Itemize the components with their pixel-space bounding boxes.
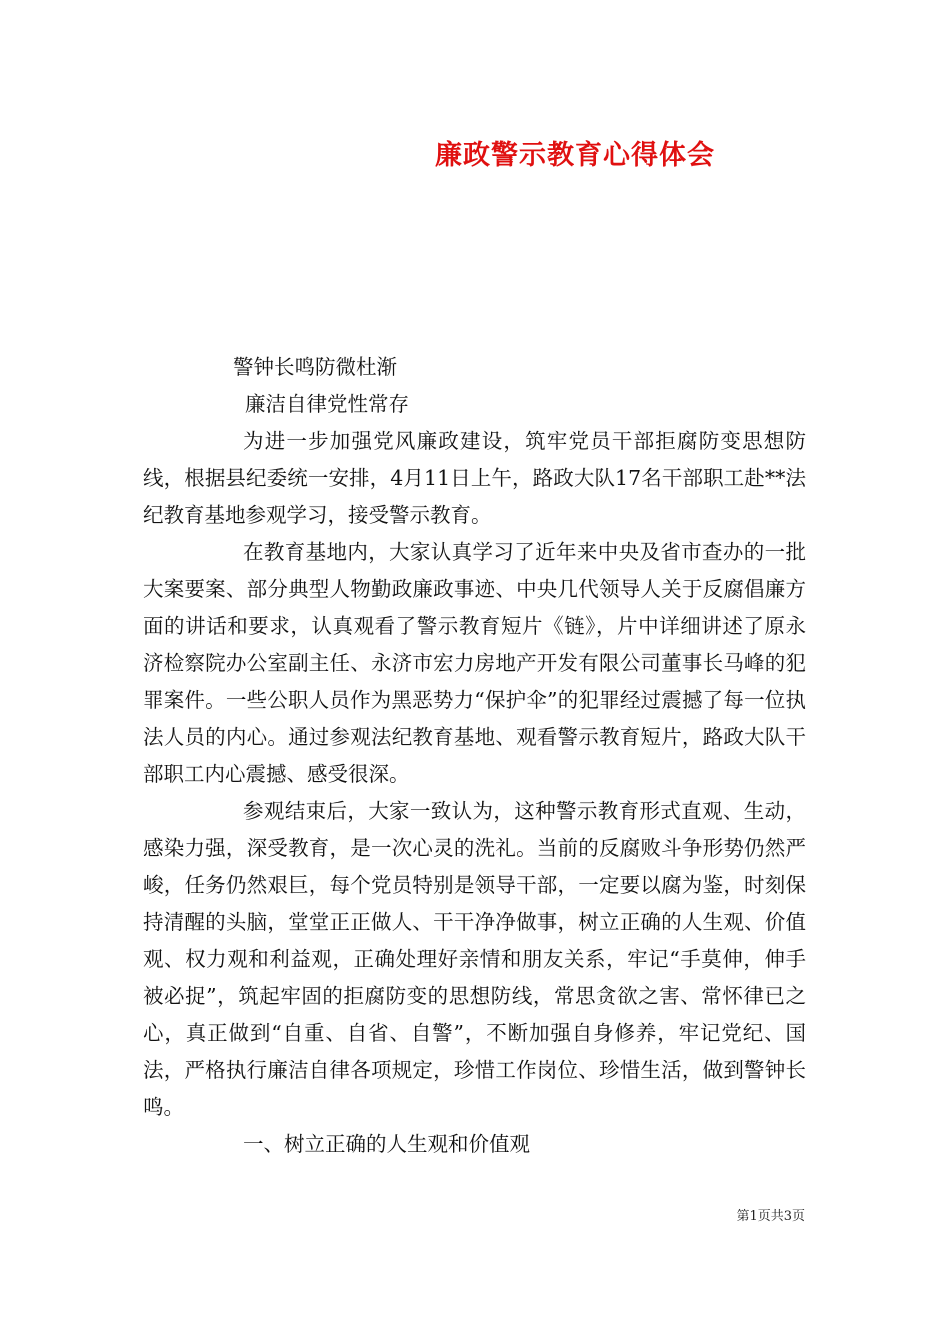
section-heading: 一、树立正确的人生观和价值观	[243, 1132, 530, 1156]
paragraph-2: 在教育基地内，大家认真学习了近年来中央及省市查办的一批大案要案、部分典型人物勤政廉政事迹、中央几代领导人关于反腐倡廉方面的讲话和要求，认真观看了警示教育短片《链》，片中详细讲述了原永济检察院办公室副主任、永济市宏力房地产开发有限公司董事长马峰的犯罪案件。一些公职人员作为黑恶势力“保护伞”的犯罪经过震撼了每一位执法人员的内心。通过参观法纪教育基地、观看警示教育短片，路政大队干部职工内心震撼、感受很深。	[143, 540, 806, 786]
page-number: 第1页共3页	[736, 1209, 805, 1224]
subtitle-line-1: 警钟长鸣防微杜渐	[233, 355, 397, 379]
document-body	[143, 349, 806, 1163]
subtitle-line-2: 廉洁自律党性常存	[245, 392, 409, 416]
paragraph-1: 为进一步加强党风廉政建设，筑牢党员干部拒腐防变思想防线，根据县纪委统一安排，4月11日上午，路政大队17名干部职工赴**法纪教育基地参观学习，接受警示教育。	[143, 429, 806, 527]
document-title: 廉政警示教育心得体会	[435, 140, 715, 171]
paragraph-3: 参观结束后，大家一致认为，这种警示教育形式直观、生动，感染力强，深受教育，是一次心灵的洗礼。当前的反腐败斗争形势仍然严峻，任务仍然艰巨，每个党员特别是领导干部，一定要以腐为鉴，时刻保持清醒的头脑，堂堂正正做人、干干净净做事，树立正确的人生观、价值观、权力观和利益观，正确处理好亲情和朋友关系，牢记“手莫伸，伸手被必捉”，筑起牢固的拒腐防变的思想防线，常思贪欲之害、常怀律已之心，真正做到“自重、自省、自警”，不断加强自身修养，牢记党纪、国法，严格执行廉洁自律各项规定，珍惜工作岗位、珍惜生活，做到警钟长鸣。	[143, 799, 806, 1119]
